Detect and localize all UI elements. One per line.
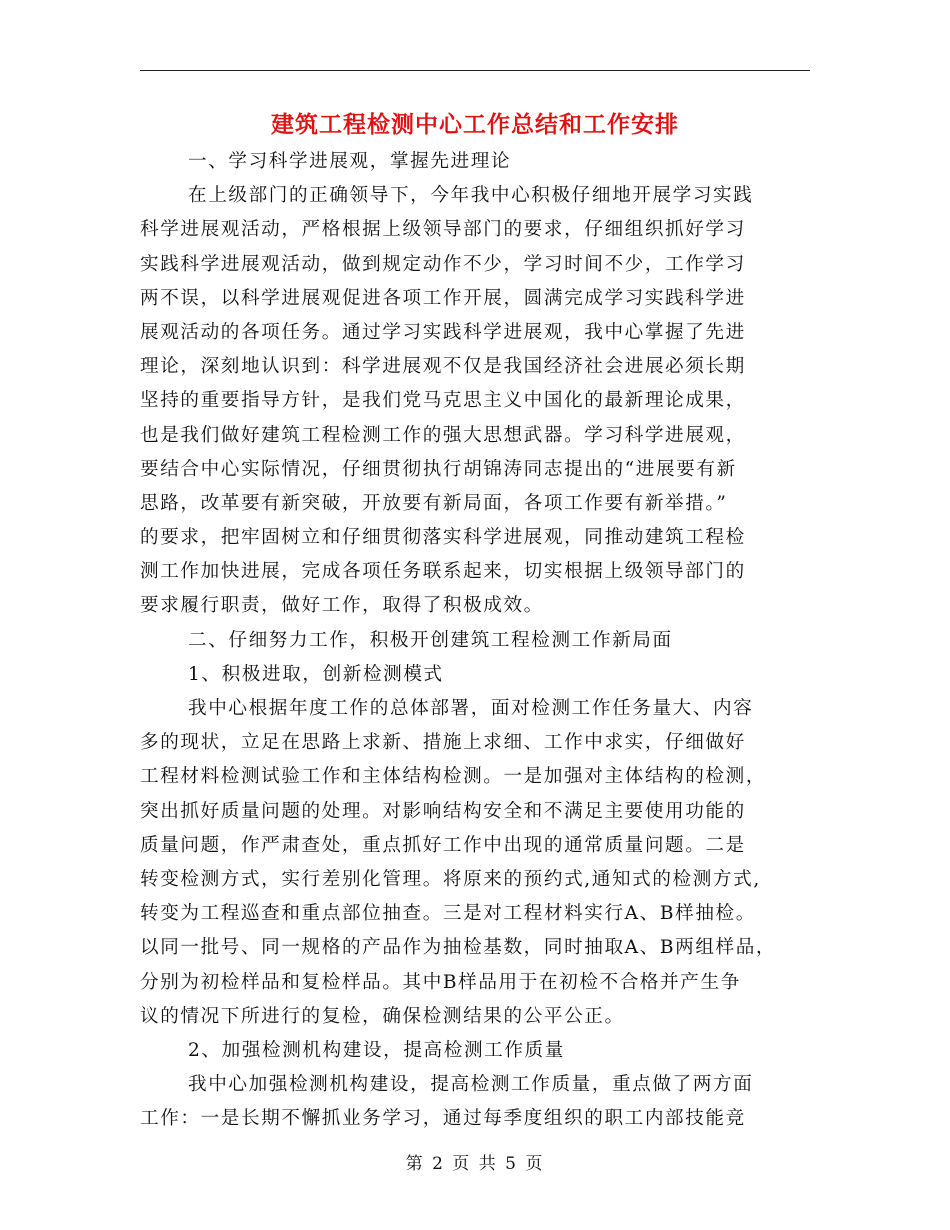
text-line: 以同一批号、同一规格的产品作为抽检基数，同时抽取A、B两组样品， [140,937,777,959]
text-line: 科学进展观活动，严格根据上级领导部门的要求，仔细组织抓好学习 [140,219,746,241]
text-line: 在上级部门的正确领导下，今年我中心积极仔细地开展学习实践 [188,185,754,207]
text-line: 工程材料检测试验工作和主体结构检测。一是加强对主体结构的检测， [140,766,767,788]
text-line: 议的情况下所进行的复检，确保检测结果的公平公正。 [140,1005,625,1027]
text-line: 展观活动的各项任务。通过学习实践科学进展观，我中心掌握了先进 [140,321,746,343]
text-line: 理论，深刻地认识到：科学进展观不仅是我国经济社会进展必须长期 [140,356,746,378]
text-line: 我中心加强检测机构建设，提高检测工作质量，重点做了两方面 [188,1074,754,1096]
text-line: 二、仔细努力工作，积极开创建筑工程检测工作新局面 [188,629,673,651]
text-line: 2、加强检测机构建设，提高检测工作质量 [188,1039,565,1061]
text-line: 实践科学进展观活动，做到规定动作不少，学习时间不少，工作学习 [140,253,746,275]
text-line: 思路，改革要有新突破，开放要有新局面，各项工作要有新举措。” [140,492,728,514]
text-line: 我中心根据年度工作的总体部署，面对检测工作任务量大、内容 [188,698,754,719]
document-title: 建筑工程检测中心工作总结和工作安排 [271,112,679,138]
text-line: 一、学习科学进展观，掌握先进理论 [188,151,512,172]
text-line: 多的现状，立足在思路上求新、措施上求细、工作中求实，仔细做好 [140,732,746,754]
text-line: 要求履行职责，做好工作，取得了积极成效。 [140,595,544,617]
text-line: 坚持的重要指导方针，是我们党马克思主义中国化的最新理论成果， [140,390,746,412]
text-line: 要结合中心实际情况，仔细贯彻执行胡锦涛同志提出的“进展要有新 [140,458,737,480]
text-line: 分别为初检样品和复检样品。其中B样品用于在初检不合格并产生争 [140,971,741,993]
text-line: 测工作加快进展，完成各项任务联系起来，切实根据上级领导部门的 [140,561,746,583]
text-line: 两不误，以科学进展观促进各项工作开展，圆满完成学习实践科学进 [140,287,746,309]
page-number: 第 2 页 共 5 页 [405,1154,545,1174]
text-line: 1、积极进取，创新检测模式 [188,663,444,685]
text-line: 质量问题，作严肃查处，重点抓好工作中出现的通常质量问题。二是 [140,834,746,856]
text-line: 突出抓好质量问题的处理。对影响结构安全和不满足主要使用功能的 [140,800,746,822]
text-line: 工作：一是长期不懈抓业务学习，通过每季度组织的职工内部技能竞 [140,1108,746,1130]
text-line: 转变为工程巡查和重点部位抽查。三是对工程材料实行A、B样抽检。 [140,903,756,925]
text-line: 转变检测方式，实行差别化管理。将原来的预约式,通知式的检测方式, [140,868,761,890]
document-body [140,145,810,1136]
text-line: 的要求，把牢固树立和仔细贯彻落实科学进展观，同推动建筑工程检 [140,527,746,549]
text-line: 也是我们做好建筑工程检测工作的强大思想武器。学习科学进展观， [140,424,746,446]
header-rule [140,70,810,71]
